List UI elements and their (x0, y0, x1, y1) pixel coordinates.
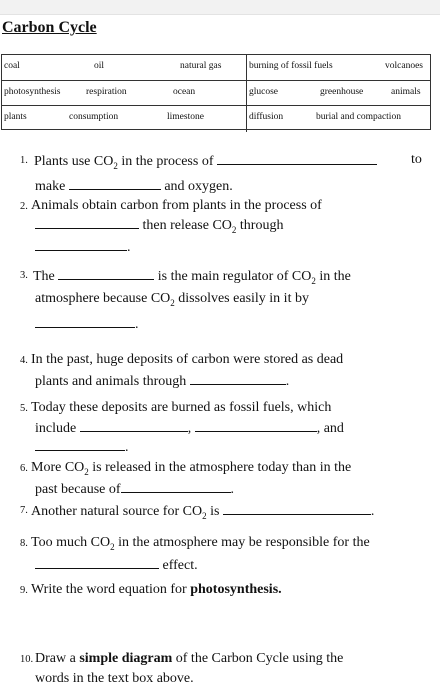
word-bank-column-divider (246, 54, 247, 132)
question-text: . (35, 313, 139, 335)
question-text: Today these deposits are burned as fossil fuels, which (31, 400, 332, 415)
word-bank-cell: respiration (86, 87, 127, 97)
question-text: Plants use $CO_2$ in the process of (34, 150, 377, 176)
question-number: 7. (20, 505, 28, 516)
top-bar (0, 0, 440, 15)
word-bank-row-1 (2, 55, 430, 80)
word-bank-cell: greenhouse (320, 87, 364, 97)
question-text: make and oxygen. (35, 175, 233, 197)
word-bank-cell: diffusion (249, 112, 284, 122)
answer-blank-2a[interactable] (35, 214, 139, 229)
question-number: 6. (20, 463, 28, 474)
word-bank-cell: natural gas (180, 61, 222, 71)
question-text: then release $CO_2$ through (35, 214, 283, 240)
question-text: In the past, huge deposits of carbon were stored as dead (31, 352, 344, 367)
answer-blank-5c[interactable] (35, 436, 125, 451)
question-number: 3. (20, 270, 28, 281)
answer-blank-5a[interactable] (80, 417, 188, 432)
question-text: plants and animals through . (35, 370, 289, 392)
question-text: atmosphere because $CO_2$ dissolves easily in it by (35, 291, 309, 308)
word-bank-cell: oil (94, 61, 105, 71)
answer-blank-2b[interactable] (35, 236, 127, 251)
answer-blank-3a[interactable] (58, 265, 154, 280)
word-bank-cell: burning of fossil fuels (249, 61, 333, 71)
question-number: 5. (20, 403, 28, 414)
question-number: 2. (20, 201, 28, 212)
word-bank-cell: animals (391, 87, 421, 97)
word-bank-box (1, 54, 431, 130)
question-number: 4. (20, 355, 28, 366)
question-text: Too much $CO_2$ in the atmosphere may be responsible for the (31, 535, 370, 552)
answer-blank-7[interactable] (223, 500, 371, 515)
question-text: . (35, 436, 129, 458)
question-text: effect. (35, 554, 198, 576)
question-number: 8. (20, 538, 28, 549)
word-bank-cell: limestone (167, 112, 204, 122)
word-bank-row-2 (2, 81, 430, 106)
answer-blank-4[interactable] (190, 370, 286, 385)
answer-blank-3b[interactable] (35, 313, 135, 328)
word-bank-cell: consumption (69, 112, 119, 122)
question-text: Write the word equation for photosynthesis. (31, 582, 282, 597)
answer-blank-5b[interactable] (195, 417, 317, 432)
question-text: The is the main regulator of $CO_2$ in the (33, 265, 351, 291)
word-bank-cell: plants (4, 112, 27, 122)
question-number: 1. (20, 155, 28, 166)
answer-blank-1b[interactable] (69, 175, 161, 190)
word-bank-row-3 (2, 106, 430, 131)
question-text: include , , and (35, 417, 344, 439)
question-text: Animals obtain carbon from plants in the process of (31, 198, 322, 213)
question-number: 10. (20, 654, 34, 665)
question-number: 9. (20, 585, 28, 596)
question-text: past because of . (35, 478, 234, 500)
answer-blank-1a[interactable] (217, 150, 377, 165)
question-text: to (411, 152, 422, 167)
answer-blank-8[interactable] (35, 554, 159, 569)
word-bank-cell: coal (4, 61, 20, 71)
question-text: More $CO_2$ is released in the atmosphere today than in the (31, 460, 352, 477)
question-text: Draw a simple diagram of the Carbon Cycle using the (35, 651, 344, 666)
page-title: Carbon Cycle (2, 19, 97, 36)
answer-blank-6[interactable] (121, 478, 231, 493)
question-text: . (35, 236, 131, 258)
question-text: words in the text box above. (35, 671, 194, 686)
question-text: Another natural source for $CO_2$ is . (31, 500, 374, 526)
word-bank-cell: volcanoes (385, 61, 423, 71)
word-bank-cell: burial and compaction (316, 112, 401, 122)
word-bank-cell: glucose (249, 87, 279, 97)
word-bank-cell: photosynthesis (4, 87, 61, 97)
word-bank-cell: ocean (173, 87, 196, 97)
